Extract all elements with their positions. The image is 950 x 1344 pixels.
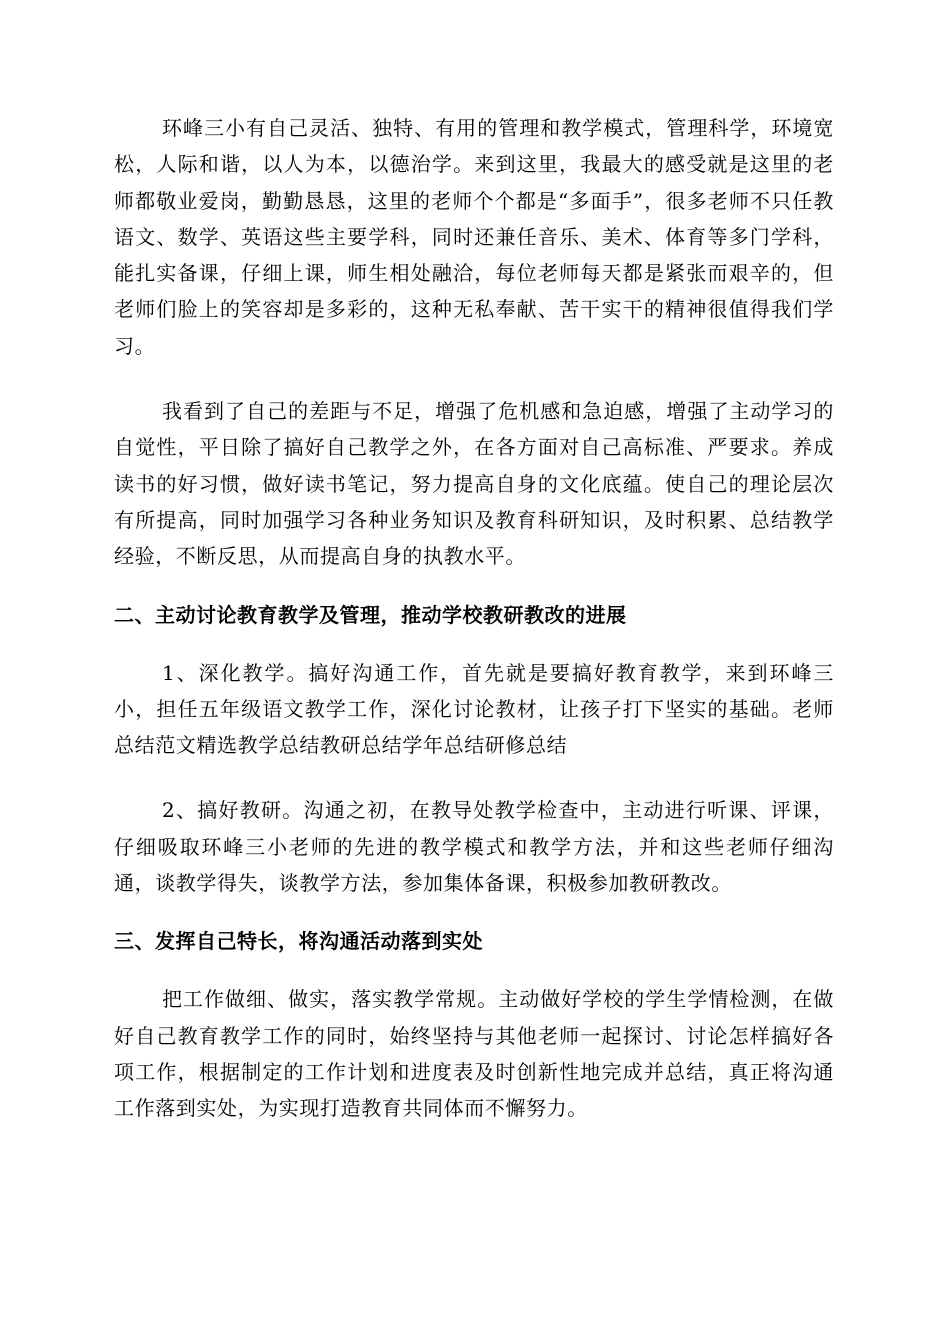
paragraph-self-improvement: 我看到了自己的差距与不足，增强了危机感和急迫感，增强了主动学习的自觉性，平日除了搞好自己教学之外，在各方面对自己高标准、严要求。养成读书的好习惯，做好读书笔记，努力提高自身的文化底蕴。使自己的理论层次有所提高，同时加强学习各种业务知识及教育科研知识，及时积累、总结教学经验，不断反思，从而提高自身的执教水平。	[114, 399, 834, 569]
document-page	[114, 110, 834, 1127]
paragraph-spacer	[114, 633, 834, 655]
paragraph-school-culture: 环峰三小有自己灵活、独特、有用的管理和教学模式，管理科学，环境宽松，人际和谐，以人为本，以德治学。来到这里，我最大的感受就是这里的老师都敬业爱岗，勤勤恳恳，这里的老师个个都是“多面手”，很多老师不只任教语文、数学、英语这些主要学科，同时还兼任音乐、美术、体育等多门学科，能扎实备课，仔细上课，师生相处融洽，每位老师每天都是紧张而艰辛的，但老师们脸上的笑容却是多彩的，这种无私奉献、苦干实干的精神很值得我们学习。	[114, 116, 834, 358]
paragraph-spacer	[114, 763, 834, 792]
section-heading-2: 二、主动讨论教育教学及管理，推动学校教研教改的进展	[114, 602, 627, 627]
paragraph-deepen-teaching: 1、深化教学。搞好沟通工作，首先就是要搞好教育教学，来到环峰三小，担任五年级语文教学工作，深化讨论教材，让孩子打下坚实的基础。老师总结范文精选教学总结教研总结学年总结研修总结	[114, 660, 834, 758]
paragraph-teaching-research: 2、搞好教研。沟通之初，在教导处教学检查中，主动进行听课、评课，仔细吸取环峰三小老师的先进的教学模式和教学方法，并和这些老师仔细沟通，谈教学得失，谈教学方法，参加集体备课，积极参加教研教改。	[114, 798, 834, 896]
paragraph-spacer	[114, 575, 834, 597]
paragraph-implementation: 把工作做细、做实，落实教学常规。主动做好学校的学生学情检测，在做好自己教育教学工作的同时，始终坚持与其他老师一起探讨、讨论怎样搞好各项工作，根据制定的工作计划和进度表及时创新性地完成并总结，真正将沟通工作落到实处，为实现打造教育共同体而不懈努力。	[114, 987, 834, 1121]
paragraph-spacer	[114, 364, 834, 393]
section-heading-3: 三、发挥自己特长，将沟通活动落到实处	[114, 929, 483, 954]
paragraph-spacer	[114, 901, 834, 923]
paragraph-spacer	[114, 959, 834, 981]
